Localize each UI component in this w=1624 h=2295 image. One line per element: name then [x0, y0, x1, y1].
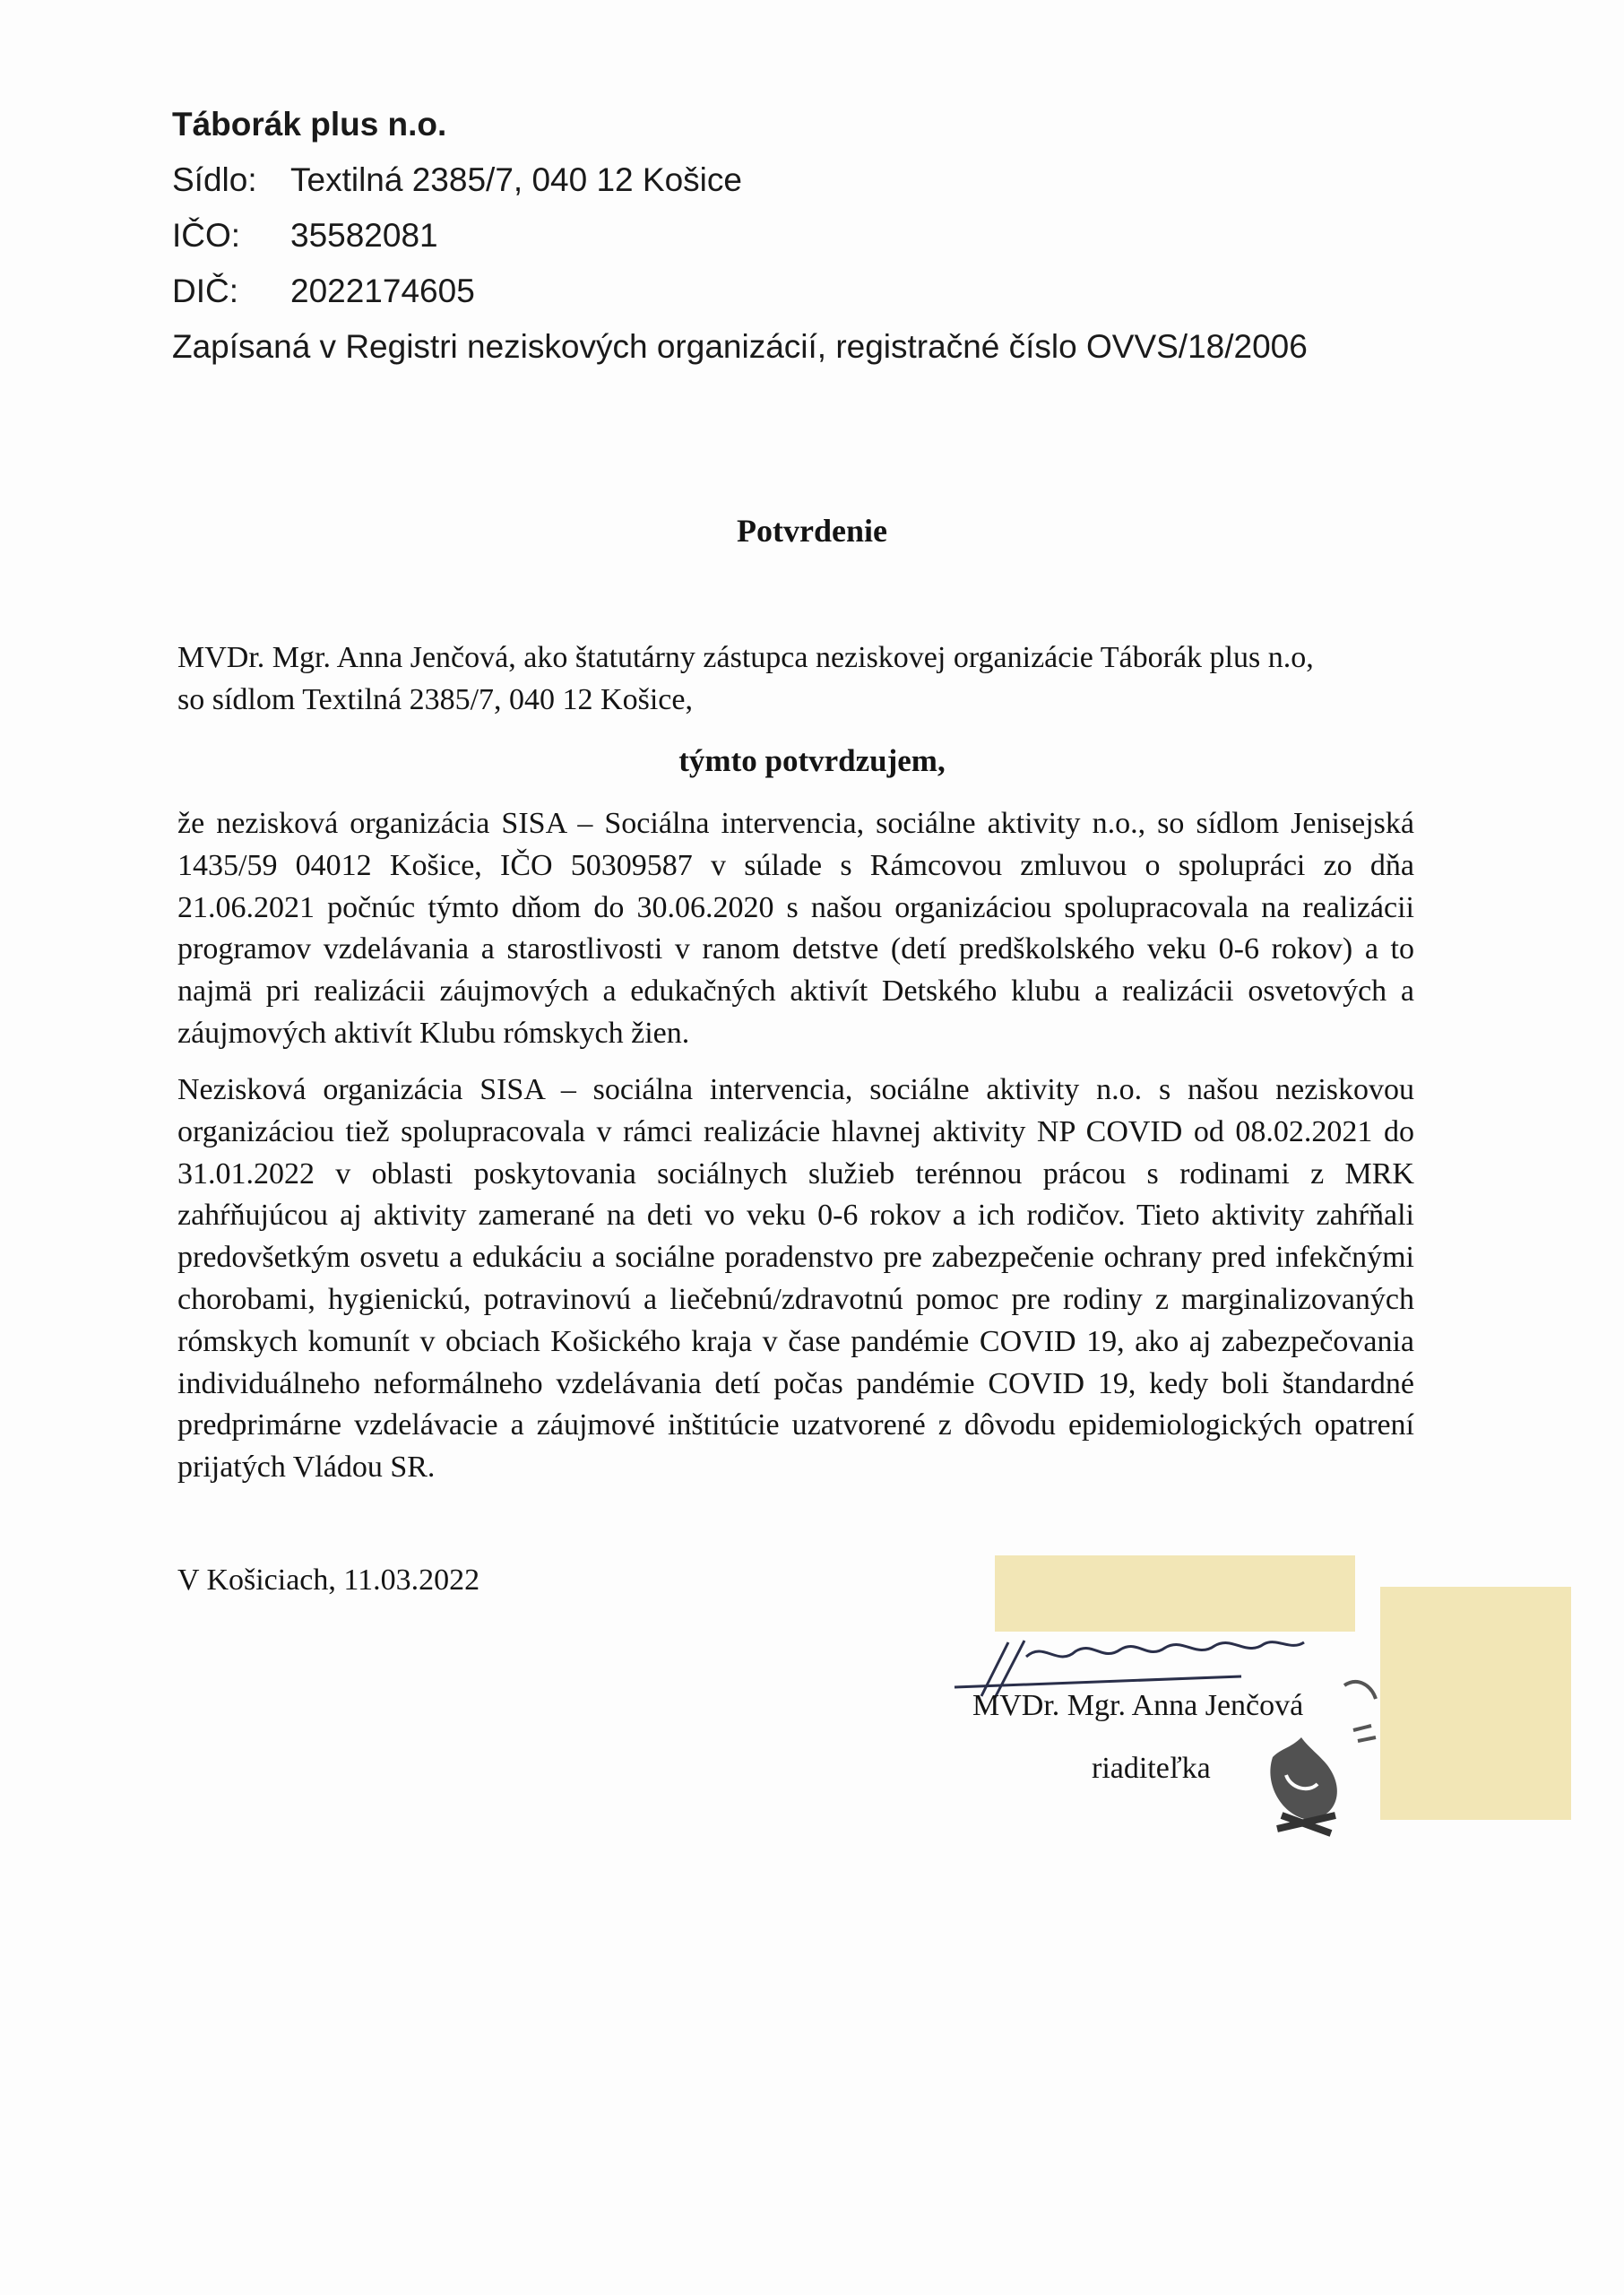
dic-value: 2022174605: [290, 273, 475, 309]
confirmation-heading: týmto potvrdzujem,: [678, 743, 946, 778]
letterhead: [172, 97, 1427, 375]
organization-name: Táborák plus n.o.: [172, 106, 447, 143]
dic-label: DIČ:: [172, 273, 238, 309]
ico-value: 35582081: [290, 217, 438, 254]
paragraph-1: že nezisková organizácia SISA – Sociálna intervencia, sociálne aktivity n.o., so sídlom Jenisejská 1435/59 04012 Košice, IČO 50309587 v súlade s Rámcovou zmluvou o spolupráci zo dňa 21.06.2021 počnúc týmto dňom do 30.06.2020 s našou organizáciou spolupracovala na realizácii programov vzdelávania a starostlivosti v ranom detstve (detí predškolského veku 0-6 rokov) a to najmä pri realizácii záujmových a edukačných aktivít Detského klubu a realizácii osvetových a záujmových aktivít Klubu rómskych žien.: [177, 807, 1414, 1050]
address-row: [172, 152, 1427, 208]
ico-label: IČO:: [172, 217, 241, 254]
address-label: Sídlo:: [172, 161, 257, 198]
document-title: Potvrdenie: [737, 513, 887, 549]
address-value: Textilná 2385/7, 040 12 Košice: [290, 161, 742, 198]
intro-line-2: so sídlom Textilná 2385/7, 040 12 Košice,: [177, 683, 693, 716]
signer-name: MVDr. Mgr. Anna Jenčová: [972, 1689, 1304, 1722]
redaction-box: [1380, 1587, 1571, 1820]
paragraph-2: Nezisková organizácia SISA – sociálna intervencia, sociálne aktivity n.o. s našou neziskovou organizáciou tiež spolupracovala v rámci realizácie hlavnej aktivity NP COVID od 08.02.2021 do 31.01.2022 v oblasti poskytovania sociálnych služieb terénnou prácou s rodinami z MRK zahŕňujúcou aj aktivity zamerané na deti vo veku 0-6 rokov a ich rodičov. Tieto aktivity zahŕňali predovšetkým osvetu a edukáciu a sociálne poradenstvo pre zabezpečenie ochrany pred infekčnými chorobami, hygienickú, potravinovú a liečebnú/zdravotnú pomoc pre rodiny z marginalizovaných rómskych komunít v obciach Košického kraja v čase pandémie COVID 19, ako aj zabezpečovania individuálneho neformálneho vzdelávania detí počas pandémie COVID 19, kedy boli štandardné predprimárne vzdelávacie a záujmové inštitúcie uzatvorené z dôvodu epidemiologických opatrení prijatých Vládou SR.: [177, 1073, 1414, 1485]
place-and-date: V Košiciach, 11.03.2022: [177, 1563, 480, 1597]
signer-role: riaditeľka: [1092, 1752, 1211, 1785]
stamp-seal-icon: [1246, 1658, 1389, 1847]
dic-row: [172, 264, 1427, 319]
registry-line: Zapísaná v Registri neziskových organizácií, registračné číslo OVVS/18/2006: [172, 328, 1308, 365]
intro-line-1: MVDr. Mgr. Anna Jenčová, ako štatutárny zástupca neziskovej organizácie Táborák plus n.o,: [177, 641, 1314, 674]
ico-row: [172, 208, 1427, 264]
intro-text: [177, 637, 1414, 721]
